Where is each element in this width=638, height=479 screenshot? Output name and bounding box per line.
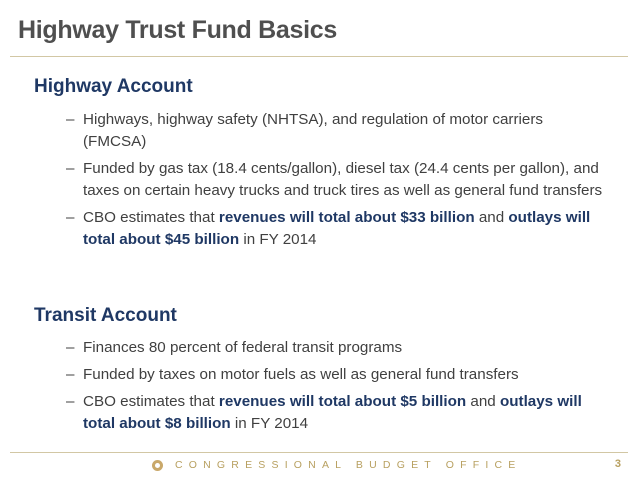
- page-number: 3: [614, 458, 621, 470]
- bullet-item: [66, 207, 606, 251]
- cbo-logo-icon: [152, 460, 163, 471]
- footer: [152, 459, 522, 471]
- bullet-item: – Finances 80 percent of federal transit programs: [66, 337, 606, 359]
- footer-divider: [10, 452, 628, 453]
- section-heading-highway-account: Highway Account: [34, 76, 193, 97]
- title-divider: [10, 56, 628, 57]
- bullet-item: – Funded by gas tax (18.4 cents/gallon), diesel tax (24.4 cents per gallon), and taxes on certain heavy trucks and truck tires as well as general fund transfers: [66, 158, 606, 202]
- bullet-item: – Funded by taxes on motor fuels as well as general fund transfers: [66, 364, 606, 386]
- bullet-text: and: [474, 209, 509, 226]
- bullet-text: in FY 2014: [239, 231, 317, 248]
- highway-account-bullets: [66, 109, 606, 256]
- outlay-highlight: outlays will total about $45 billion: [83, 209, 591, 248]
- bullet-text: CBO estimates that: [83, 393, 219, 410]
- outlay-highlight: outlays will total about $8 billion: [83, 393, 582, 432]
- section-heading-transit-account: Transit Account: [34, 305, 177, 326]
- revenue-highlight: revenues will total about $33 billion: [218, 209, 475, 226]
- bullet-item: – Highways, highway safety (NHTSA), and regulation of motor carriers (FMCSA): [66, 109, 606, 153]
- revenue-highlight: revenues will total about $5 billion: [218, 393, 467, 410]
- bullet-text: CBO estimates that: [83, 209, 219, 226]
- bullet-text: in FY 2014: [230, 415, 309, 432]
- bullet-text: and: [466, 393, 500, 410]
- slide-title: Highway Trust Fund Basics: [18, 16, 337, 44]
- bullet-item: [66, 391, 606, 435]
- footer-organization: CONGRESSIONAL BUDGET OFFICE: [175, 459, 522, 471]
- transit-account-bullets: [66, 337, 606, 440]
